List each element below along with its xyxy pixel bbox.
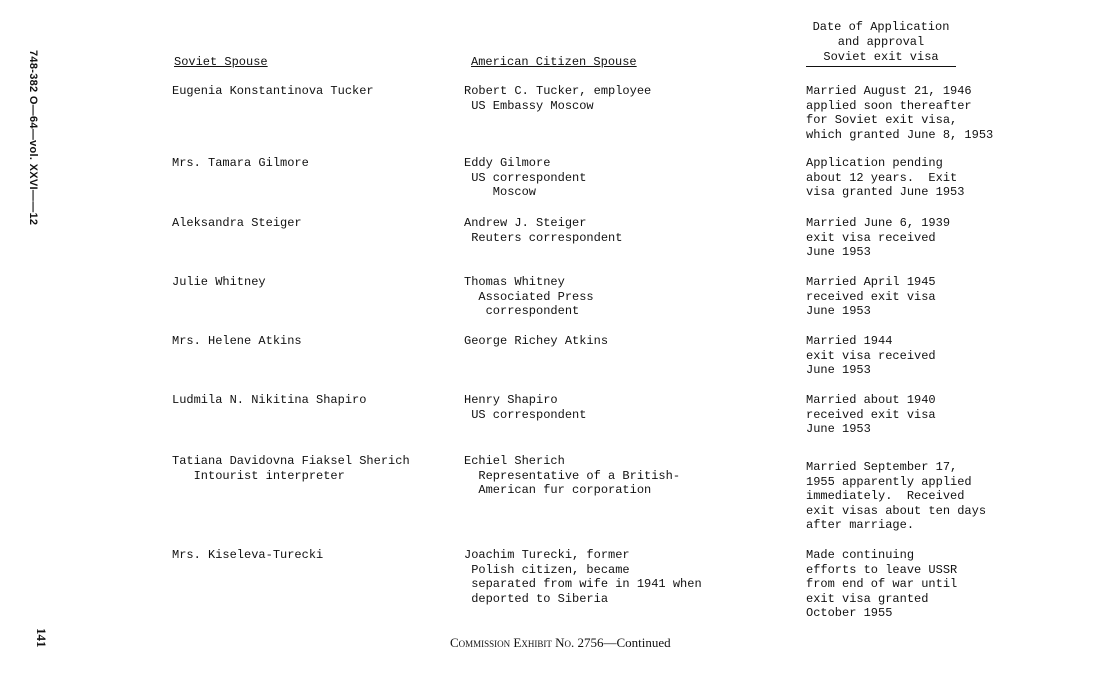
date-line: Married June 6, 1939 [806,216,951,230]
date-line: June 1953 [806,422,871,437]
date-cell [806,393,936,437]
soviet-line: Ludmila N. Nikitina Shapiro [172,393,367,407]
date-cell [806,460,986,533]
date-line: June 1953 [806,304,871,319]
date-line: about 12 years. Exit [806,170,958,185]
american-cell [464,84,651,113]
date-line: June 1953 [806,363,871,378]
american-line: US Embassy Moscow [464,98,594,113]
american-line: Moscow [464,185,537,200]
date-line: Made continuing [806,548,915,562]
american-cell [464,393,586,422]
date-line: Married 1944 [806,334,893,348]
american-line: George Richey Atkins [464,334,609,348]
date-cell [806,275,936,319]
american-line: Joachim Turecki, former [464,548,630,562]
american-line: Robert C. Tucker, employee [464,84,652,98]
date-line: immediately. Received [806,489,965,504]
date-cell [806,216,950,260]
date-line: efforts to leave USSR [806,562,958,577]
footer-prefix: Commission Exhibit No. [450,635,575,650]
soviet-cell [172,334,302,349]
date-line: June 1953 [806,245,871,260]
soviet-line: Mrs. Helene Atkins [172,334,302,348]
american-line: Representative of a British- [464,468,681,483]
date-line: Married August 21, 1946 [806,84,972,98]
page-number: 141 [34,628,49,648]
header-american-spouse: American Citizen Spouse [471,55,637,69]
date-line: after marriage. [806,518,915,533]
date-line: from end of war until [806,577,958,592]
date-line: received exit visa [806,289,936,304]
american-line: deported to Siberia [464,591,609,606]
american-line: Echiel Sherich [464,454,565,468]
soviet-line: Mrs. Tamara Gilmore [172,156,309,170]
footer-number: 2756—Continued [577,635,671,650]
american-line: Andrew J. Steiger [464,216,587,230]
american-line: US correspondent [464,407,587,422]
american-line: Eddy Gilmore [464,156,551,170]
date-line: 1955 apparently applied [806,474,972,489]
soviet-cell [172,275,266,290]
soviet-line: Aleksandra Steiger [172,216,302,230]
date-cell [806,156,964,200]
soviet-cell [172,548,323,563]
date-line: Married April 1945 [806,275,936,289]
soviet-cell [172,393,366,408]
soviet-line: Mrs. Kiseleva-Turecki [172,548,324,562]
date-line: received exit visa [806,407,936,422]
date-line: exit visa received [806,230,936,245]
date-line: visa granted June 1953 [806,185,965,200]
date-line: exit visa received [806,348,936,363]
american-line: US correspondent [464,170,587,185]
date-line: Married September 17, [806,460,958,474]
soviet-line: Intourist interpreter [172,468,345,483]
exhibit-footer [450,635,671,651]
header-date-application [806,20,956,67]
date-line: applied soon thereafter [806,98,972,113]
american-line: Associated Press [464,289,594,304]
american-line: Henry Shapiro [464,393,558,407]
soviet-line: Tatiana Davidovna Fiaksel Sherich [172,454,410,468]
date-line: which granted June 8, 1953 [806,127,994,142]
side-margin-label: 748-382 O—64—vol. XXVI——12 [27,50,39,226]
date-line: exit visa granted [806,591,929,606]
soviet-cell [172,454,410,483]
soviet-cell [172,216,302,231]
american-line: correspondent [464,304,580,319]
date-cell [806,334,936,378]
date-cell [806,548,957,621]
date-line: exit visas about ten days [806,503,987,518]
date-line: Married about 1940 [806,393,936,407]
header-date-line: Date of Application [812,20,950,34]
american-cell [464,454,680,498]
american-cell [464,334,608,349]
soviet-cell [172,84,374,99]
date-cell [806,84,993,142]
date-line: for Soviet exit visa, [806,113,958,128]
header-date-line: and approval [837,35,925,49]
american-line: Thomas Whitney [464,275,565,289]
american-line: American fur corporation [464,483,652,498]
american-line: Reuters correspondent [464,230,623,245]
american-cell [464,548,702,606]
header-date-line: Soviet exit visa [806,50,956,67]
date-line: Application pending [806,156,943,170]
american-cell [464,275,594,319]
date-line: October 1955 [806,606,893,621]
soviet-line: Eugenia Konstantinova Tucker [172,84,374,98]
american-line: separated from wife in 1941 when [464,577,702,592]
american-cell [464,156,586,200]
american-cell [464,216,622,245]
soviet-line: Julie Whitney [172,275,266,289]
header-soviet-spouse: Soviet Spouse [174,55,268,69]
american-line: Polish citizen, became [464,562,630,577]
soviet-cell [172,156,309,171]
